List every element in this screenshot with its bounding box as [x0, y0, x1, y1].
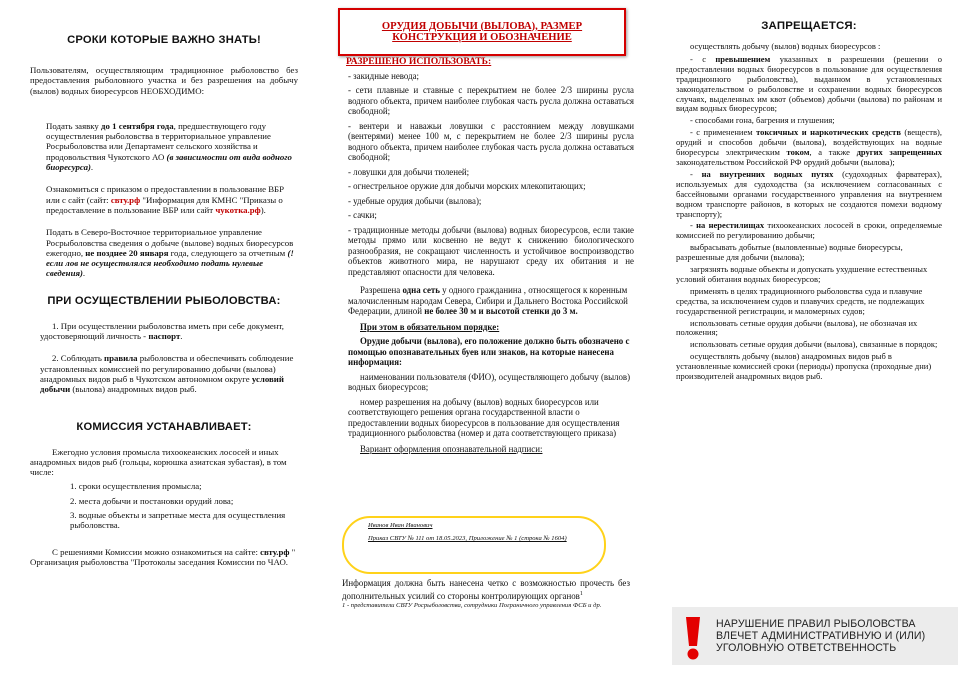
tools-title: ОРУДИЯ ДОБЫЧИ (ВЫЛОВА), РАЗМЕР КОНСТРУКЦИЯ И ОБОЗНАЧЕНИЕ: [381, 20, 583, 43]
marking-info-1: наименовании пользователя (ФИО), осуществляющего добычу (вылов) водных биоресурсов;: [348, 371, 631, 392]
prohibited-item: выбрасывать добытые (выловленные) водные биоресурсы, разрешенные для добычи (вылова);: [676, 242, 903, 263]
prohibited-heading: ЗАПРЕЩАЕТСЯ:: [761, 20, 857, 32]
left-column: [0, 0, 320, 678]
mandatory-heading: При этом в обязательном порядке:: [360, 321, 500, 332]
prohibited-item: применять в целях традиционного рыболовства суда и плавучие средства, за исключением судов и плавучих средств, не подлежащих государственной регистрации, и маломерных судов;: [676, 285, 925, 316]
fishing-rule-2: 2. Соблюдать правила рыболовства и обеспечивать соблюдение установленных комиссией по регулированию добычи (вылова) анадромных видов рыб в Чукотском автономном округе условий добычи (вылова) анадромных видов рыб.: [40, 353, 294, 395]
liability-warning-text: НАРУШЕНИЕ ПРАВИЛ РЫБОЛОВСТВА ВЛЕЧЕТ АДМИНИСТРАТИВНУЮ И (ИЛИ) УГОЛОВНУЮ ОТВЕТСТВЕННОСТЬ: [716, 618, 926, 654]
deadline-report: Подать в Северо-Восточное территориальное управление Росрыболовства сведения о добыче (вылове) водных биоресурсов ежегодно, не позднее 20 января года, следующего за отчетным (! если лов не осуществлялся необходимо подать нулевые сведения).: [46, 227, 294, 279]
legibility-block: [342, 578, 630, 610]
net-rule: Разрешена одна сеть у одного гражданина , относящегося к коренным малочисленным народам Севера, Сибири и Дальнего Востока Российской Федерации, длиной не более 30 м и высотой стенки до 3 м.: [348, 285, 628, 316]
footnote: 1 - представители СВТУ Росрыболовства, сотрудники Пограничного управления ФСБ и др.: [342, 601, 602, 609]
prohibited-item: - на внутренних водных путях (судоходных фарватерах), используемых для судоходства (за исключением согласованных с бассейновыми органами государственного управления на внутреннем водном транспорте районов, в которых не создаются помехи водному транспорту);: [676, 168, 942, 219]
allowed-item: - сачки;: [348, 210, 377, 220]
fishing-heading: ПРИ ОСУЩЕСТВЛЕНИИ РЫБОЛОВСТВА:: [47, 294, 281, 307]
prohibited-item: осуществлять добычу (вылов) анадромных видов рыб в установленные комиссией сроки (периоды) пропуска (проходные дни) производителей анадромных видов рыб.: [676, 351, 932, 382]
prohibited-lead: осуществлять добычу (вылов) водных биоресурсов :: [690, 41, 881, 51]
commission-item: 3. водные объекты и запретные места для осуществления рыболовства.: [70, 510, 286, 531]
allowed-item: - сети плавные и ставные с перекрытием не более 2/3 ширины русла водного объекта, причем наиболее глубокая часть русла должна оставаться свободной;: [348, 85, 634, 116]
deadlines-intro: Пользователям, осуществляющим традиционное рыболовство без предоставления рыболовного участка и без разрешения на добычу (вылов) водных биоресурсов НЕОБХОДИМО:: [30, 65, 298, 96]
fishing-rule-1: 1. При осуществлении рыболовства иметь при себе документ, удостоверяющий личность - паспорт.: [40, 320, 284, 342]
middle-column: [320, 0, 646, 678]
prohibited-item: использовать сетные орудия добычи (вылова), не обозначая их положения;: [676, 317, 918, 338]
site-link-chukotka[interactable]: чукотка.рф: [215, 204, 261, 215]
sample-label-box: [342, 516, 606, 574]
right-column: [646, 0, 960, 678]
allowed-item: - ловушки для добычи тюленей;: [348, 166, 470, 177]
liability-warning: [672, 607, 958, 665]
prohibited-item: использовать сетные орудия добычи (вылова), связанные в порядок;: [690, 339, 938, 350]
deadlines-heading: СРОКИ КОТОРЫЕ ВАЖНО ЗНАТЬ!: [67, 34, 261, 46]
commission-intro: Ежегодно условия промысла тихоокеанских лососей и иных анадромных видов рыб (гольцы, корюшка азиатская зубастая), в том числе:: [30, 446, 287, 478]
commission-site: С решениями Комиссии можно ознакомиться на сайте: свту.рф " Организация рыболовства "Протоколы заседания Комиссии по ЧАО.: [30, 546, 296, 567]
commission-item: 2. места добычи и постановки орудий лова;: [70, 495, 234, 506]
commission-item: 1. сроки осуществления промысла;: [70, 481, 202, 492]
sample-order: Приказ СВТУ № 111 от 18.05.2023, Приложение № 1 (строка № 1604): [368, 535, 567, 542]
sample-owner-name: Иванов Иван Иванович: [368, 522, 433, 529]
exclamation-icon: [680, 615, 706, 661]
commission-heading: КОМИССИЯ УСТАНАВЛИВАЕТ:: [76, 420, 252, 433]
marking-rule: Орудие добычи (вылова), его положение должно быть обозначено с помощью опознавательных буев или знаков, на которые нанесена информация:: [348, 336, 630, 367]
deadline-order: Ознакомиться с приказом о предоставлении в пользование ВБР или с сайт (сайт: свту.рф "Информация для КМНС "Приказы о предоставление в пользование ВБР или сайт чукотка.рф).: [46, 184, 285, 215]
allowed-item: - вентери и наважьи ловушки с расстоянием между ловушками (вентерями) менее 100 м, с перекрытием не более 2/3 ширины русла водного объекта, причем наиболее глубокая часть русла должна оставаться свободной;: [348, 120, 634, 162]
prohibited-item: - с применением токсичных и наркотических средств (веществ), орудий и способов добычи (вылова), воздействующих на водные биоресурсы электрическим током, а также других запрещенных законодательством Российской РФ орудий добычи (вылова);: [676, 127, 942, 167]
marking-info-2: номер разрешения на добычу (вылов) водных биоресурсов или соответствующего решения органа государственной власти о предоставлении водных биоресурсов в пользование для осуществления традиционного рыболовства (номер и дата соответствующего приказа): [348, 396, 620, 438]
legibility-note: Информация должна быть нанесена четко с возможностью прочесть без дополнительных усилий со стороны контролирующих органов$^1$: [342, 578, 630, 601]
deadline-application: Подать заявку до 1 сентября года, предшествующего году осуществления рыболовства в территориальное управление Росрыболовства или Департамент сельского хозяйства и продовольствия Чукотского АО (в зависимости от вида водного биоресурса).: [46, 120, 292, 173]
prohibited-item: загрязнять водные объекты и допускать ухудшение естественных условий обитания водных биоресурсов;: [676, 264, 928, 284]
allowed-item: - закидные невода;: [348, 70, 419, 81]
site-link-svtu[interactable]: свту.рф: [110, 194, 141, 205]
allowed-item: - огнестрельное оружие для добычи морских млекопитающих;: [348, 181, 586, 191]
prohibited-item: - способами гона, багрения и глушения;: [690, 115, 835, 126]
allowed-item: - традиционные методы добычи (вылова) водных биоресурсов, если такие методы прямо или косвенно не ведут к снижению биологического разнообразия, не сокращают численность и устойчивое воспроизводство объектов животного мира, не нарушают среду их обитания и не представляют опасности для человека.: [348, 224, 634, 277]
variant-heading: Вариант оформления опознавательной надписи:: [360, 443, 543, 454]
prohibited-item: - на нерестилищах тихоокеанских лососей в сроки, определяемые комиссией по регулированию добычи;: [676, 220, 943, 241]
prohibited-item: - с превышением указанных в разрешении (решении о предоставлении водных биоресурсов в пользование для осуществления традиционного рыболовства), выданном в установленных законодательством о рыболовстве и сохранении водных биоресурсов случаях, выделенных им квот (объемов) добычи (вылова) по районам и видам водных биоресурсов;: [676, 53, 942, 114]
allowed-heading: РАЗРЕШЕНО ИСПОЛЬЗОВАТЬ:: [346, 56, 492, 67]
allowed-item: - удебные орудия добычи (вылова);: [348, 195, 482, 206]
site-link-svtu-commission[interactable]: свту.рф: [260, 546, 290, 557]
